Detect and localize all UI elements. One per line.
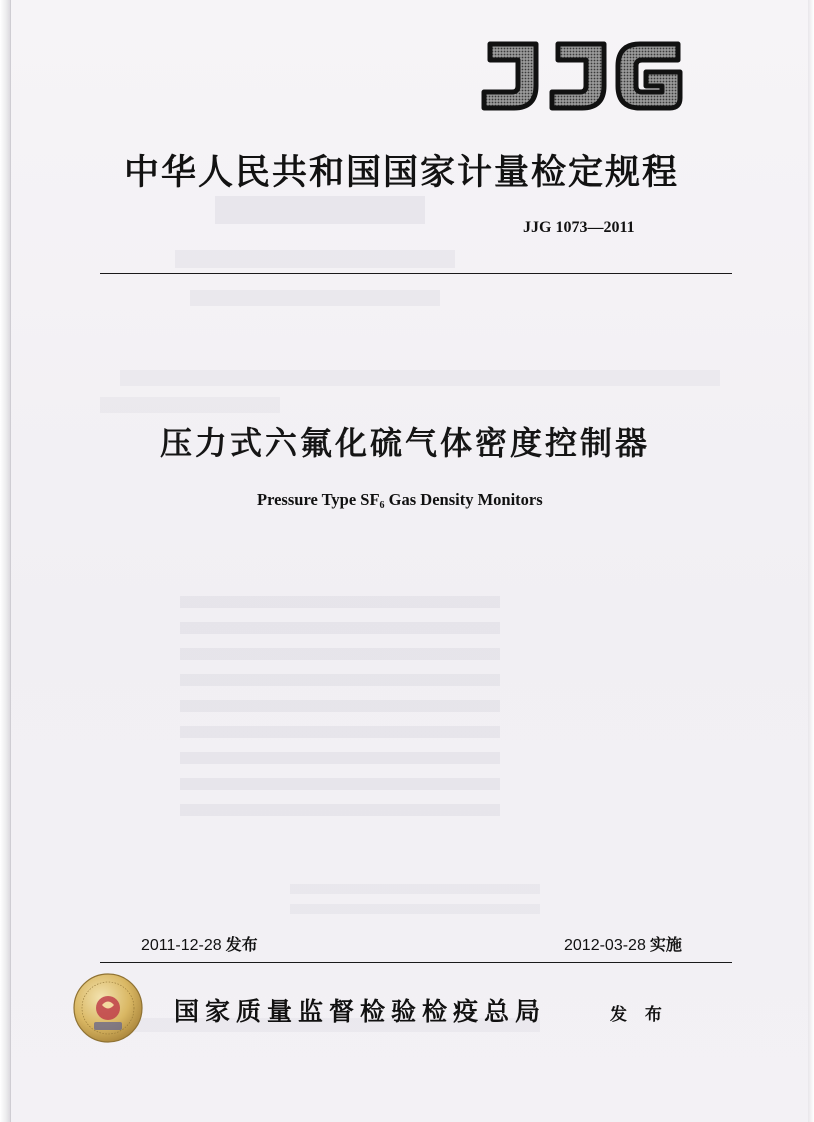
- english-title-subscript: 6: [379, 500, 385, 511]
- english-title-prefix: Pressure Type SF: [257, 490, 380, 509]
- publish-label: 发 布: [610, 1005, 668, 1025]
- publisher-name: 国家质量监督检验检疫总局: [174, 997, 547, 1026]
- divider-bottom: [100, 962, 732, 963]
- bleed-through-mark: [190, 290, 440, 306]
- page-edge: [0, 0, 11, 1122]
- jjg-logo: [470, 38, 688, 114]
- anti-counterfeit-seal-icon: [72, 972, 144, 1044]
- document-title-chinese: 压力式六氟化硫气体密度控制器: [160, 424, 651, 462]
- standard-type-heading: 中华人民共和国国家计量检定规程: [124, 152, 680, 193]
- implement-label: 实施: [649, 935, 682, 954]
- page-edge-right: [808, 0, 814, 1122]
- standard-number: JJG 1073—2011: [523, 219, 635, 236]
- bleed-through-block: [290, 884, 540, 924]
- implement-date-line: [564, 932, 682, 955]
- bleed-through-mark: [175, 250, 455, 268]
- release-label: 发布: [225, 935, 258, 954]
- release-date-line: [141, 932, 258, 955]
- document-title-english: [257, 490, 587, 511]
- bleed-through-mark: [100, 397, 280, 413]
- divider-top: [100, 273, 732, 274]
- english-title-suffix: Gas Density Monitors: [384, 490, 543, 509]
- bleed-through-block: [180, 596, 500, 816]
- bleed-through-mark: [120, 370, 720, 386]
- implement-date: 2012-03-28: [564, 937, 646, 954]
- bleed-through-mark: [215, 196, 425, 224]
- release-date: 2011-12-28: [141, 937, 222, 954]
